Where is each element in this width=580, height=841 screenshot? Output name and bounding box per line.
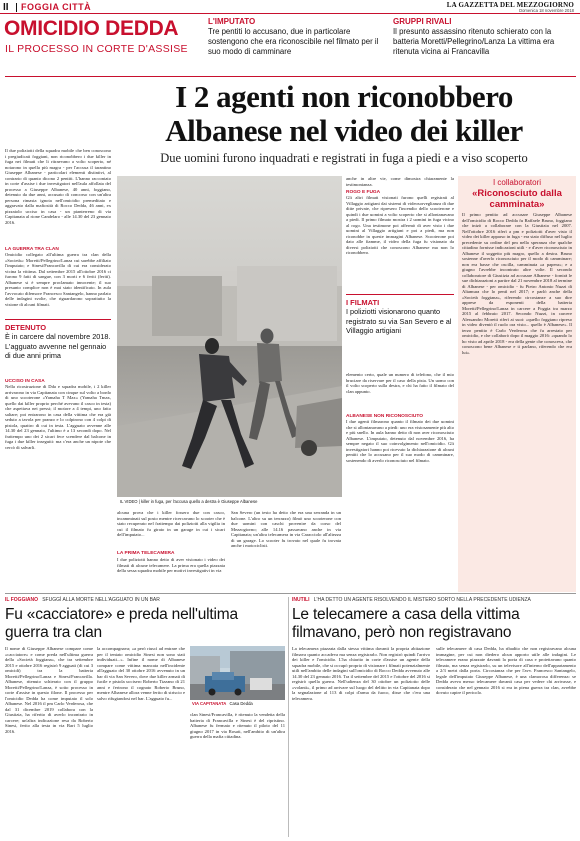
- main-col2-sub1: LA PRIMA TELECAMERA: [117, 551, 175, 556]
- main-col4-sub1: ROGO E FUGA: [346, 190, 381, 195]
- topic-subtitle: IL PROCESSO IN CORTE D'ASSISE: [5, 43, 188, 55]
- main-col1-p2: Omicidio collegato all'ultima guerra tra clan della «Società»: Moretti/Pellegrino/Lanza cui sarebbe affiliato l'imputato; e Sinesi/Francavilla di cui era considerato vicina la vittima. Dal settembre 2015 all'ottobre 2016 ci furono 9 fatti di sangue, con 3 morti e 6 feriti (feriti). Albanese si è sempre proclamato innocente; il suo presunto complice non è mai stato identificato. In aula l'avvocato difensore Francesco Santangelo, hanno parlato delle indagini svolte, che riguardarono soprattutto la visione di alcuni filmati.: [5, 252, 111, 307]
- rivali-box: [393, 17, 578, 75]
- main-col2-p2: I due poliziotti hanno detto di aver visionato i video dei filmati di alcune telecamere. La prima era quella piazzata della sessa squadra mobile per motivi investigativi in via: [117, 557, 225, 573]
- archive-photo-caption: [190, 700, 285, 708]
- sidebar-kicker: I collaboratori: [492, 178, 542, 187]
- imputato-kicker: L'IMPUTATO: [208, 17, 256, 26]
- main-photo-caption: [117, 497, 342, 506]
- main-col4-sub2: ALBANESE NON RICONOSCIUTO: [346, 414, 423, 419]
- main-col4-p2: Gli altri filmati visionati furono quelli registrati al Villaggio artigiani dai sistemi di videosorveglianza di due ditte private, che ripresero l'incendio dello scooterone e quindi i due uomini a volto scoperto che si allontanavano a piedi. Il primo filmato mostra i 2 uomini in fuga vicino al rogo. Una testimone poi affermò di aver visto i due uomini al Villaggio artigiani e poi a piedi, ma non riconobbe in queste immagini Albanese. Scooterone poi dato alle fiamme, il video della fuga fu visionato da diversi poliziotti che conoscono Albanese ma non lo riconobbero.: [346, 195, 454, 255]
- detenuto-box: [5, 319, 111, 375]
- imputato-text: Tre pentiti lo accusano, due in particolare sostengono che era riconoscibile nel filmato per il suo modo di camminare: [208, 27, 379, 56]
- sidebar-box: [458, 176, 576, 592]
- masthead: LA GAZZETTA DEL MEZZOGIORNO: [446, 1, 574, 9]
- archive-kicker-line: [5, 597, 285, 604]
- archive-photo: [190, 646, 285, 708]
- archive-kicker-rest: SFUGGÌ ALLA MORTE NELL'AGGUATO IN UN BAR: [42, 597, 160, 603]
- second-headline: Le telecamere a casa della vittima filmavano, però non registravano: [292, 606, 520, 641]
- main-col1-sub2: UCCISO IN CASA: [5, 379, 45, 384]
- topic-title: OMICIDIO DEDDA: [4, 17, 179, 40]
- rivali-text: Il presunto assassino ritenuto schierato con la batteria Moretti/Pellegrino/Lanza La vittima era ritenuta vicina ai Francavilla: [393, 27, 555, 56]
- street-photo-image: [190, 646, 285, 708]
- detenuto-text: È in carcere dal novembre 2018. L'agguato avvenne nel gennaio di due anni prima: [5, 332, 111, 360]
- filmati-text: I poliziotti visionarono quanto registrato su via San Severo e al Villaggio artigiani: [346, 307, 452, 335]
- main-deck: Due uomini furono inquadrati e registrati in fuga a piedi e a viso scoperto: [160, 151, 528, 165]
- main-col1-p1: Il due poliziotti della squadra mobile che ben conoscono i pregiudicati foggiani, non riconobbero i due killer in fuga nei filmati che li ritraevano a volto scoperto, né notarono in quella più magra - per l'accusa il tarantino Giuseppe Albanese - particolari elementi distintivi, al contrario di quanto dicono 2 pentiti. L'hanno raccontato in corte d'assise i due investigatori nell'aula affollata del processo a Giuseppe Albanese, 40 anni, foggiano, detenuto da due anni, accusato di concorso con un'altra persona rimasta ignota nell'omicidio premeditato e aggravato dalla mafiosità di Rocco Dedda, 46 anni, ex pizzaiolo ucciso in casa - un pianterreno di via Capitanata al rione Candelaro - alle 14.30 del 23 gennaio 2016.: [5, 148, 111, 225]
- filmati-box: [346, 294, 454, 364]
- main-col4-p1: anche in altre vie, come dimostra chiaramente la testimonianza.: [346, 176, 454, 187]
- archive-photo-caption-rest: Casa Dedda: [229, 701, 253, 706]
- archive-col1: Il nome di Giuseppe Albanese compare come «cacciatore» e come preda nell'ultima guerra della «Società foggiana», che tra settembre 2015 e ottobre 2016 registrò 9 agguati (di cui 3 omicidi) tra la batteria Moretti/Pellegrino/Lanza e Sinesi/Francavilla. Albanese, ritenuto schierato con il gruppo Moretti/Pellegrino/Lanza, è sotto processo in corte d'assise in questo filone. Il processo per l'omicidio Dedda ha come imputato il solo Albanese. Nel 2016 il pm Carlo Verderosa, che dal 31 dicembre 2019 collabora con la Giustizia, ha riferito di averlo incontrato in carcere; un'altra indicazione resa da Roberto Sinesi, ferito alla testa in via Bari 5 luglio 2016.: [5, 646, 93, 734]
- main-col2-p1: alcuna prova che i killer fossero due con casco, incamminati sul posto mentre ricercavano lo scooter che è stato recuperato nel frattempo dai poliziotti alla vigilia in cui il filmato fu girato in un garage in cui i sicari dell'imputato...: [117, 510, 225, 537]
- top-divider: [5, 76, 576, 77]
- main-col1-sub1: LA GUERRA TRA CLAN: [5, 247, 59, 252]
- second-kicker-line: [292, 597, 576, 604]
- section-label: FOGGIA CITTÀ: [21, 2, 92, 12]
- second-col1: La telecamera piazzata dalla stessa vittima davanti la propria abitazione filmava quanto accadeva ma senza registrarlo. Non registrò quindi l'arrivo dei killer e l'omicidio. L'ha chiarito in corte d'assise un agente della squadra mobile, che si occupò proprio di visionare i filmati potenzialmente utili nell'ambito delle indagini sull'omicidio di Rocco Dedda avvenuto alle 14.30 del 23 gennaio 2016. Tra il settembre del 2015 e l'ottobre del 2016 si registrò quella guerra. Nell'udienza del 30 ottobre un poliziotto delle «volanti», il primo ad arrivare sul luogo del delitto in via Capitanata dopo la segnalazione al 113 di colpi d'arma da fuoco, disse che c'era una telecamera.: [292, 646, 430, 701]
- date: Domenica 18 novembre 2018: [519, 8, 574, 13]
- main-headline: I 2 agenti non riconobbero Albanese nel video dei killer: [165, 79, 523, 148]
- archive-kicker: IL FOGGIANO: [5, 597, 38, 603]
- header-strip: [0, 0, 580, 14]
- sidebar-title: «Riconosciuto dalla camminata»: [472, 188, 562, 210]
- main-col3-p1: San Severo (un testo ha detto che era una serranda in un balcone. L'altro su un terrazzo) filmò uno scooterone con due uomini con caschi provenire da corso del Mezzogiorno; alle 14.16 passavano anche in via Capitanata; un'altra telecamera in via Caracciolo all'altezza di un garage. Lo scooter fu trovato nel quale fu trovata anche i motociclisti.: [231, 510, 341, 548]
- section-divider: [5, 593, 576, 594]
- rivali-kicker: GRUPPI RIVALI: [393, 17, 452, 26]
- archive-headline: Fu «cacciatore» e preda nell'ultima guerra tra clan: [5, 606, 238, 641]
- archive-col3: clan Sinesi/Francavilla, è ritenuto la vendetta della batteria di Francavilla e Sinesi è del ripristino. Albanese fu fermato e ritenuto il piloto del 11 giugno 2017 in via Rosati, nell'ambito di un'altra guerra della mafia cittadina.: [190, 712, 285, 739]
- main-col4-p3: elemento certo, quale un numero di telefono, che il mio bruciare da riservare per il caso della pista. Un uomo con il volto scoperto sulla destra, e chi ha fatto il filmato del clan appunto.: [346, 372, 454, 394]
- archive-photo-caption-kicker: VIA CAPITANATA: [192, 701, 227, 706]
- main-col4: [346, 176, 454, 592]
- header-divider: [16, 3, 17, 12]
- bottom-vertical-divider: [288, 597, 289, 837]
- main-photo: [117, 176, 342, 506]
- main-col1-p3: Nella ricostruzione di Dda e squadra mobile, i 2 killer arrivarono in via Capitanata con cinque sul volto a bordo di uno scooterone «Yamaha T Max» (Yamaha Tmax, quello dai killer proprio perché avevano il casco in testa) che aspettava nei pressi; il motore a 4 tempi, uno fatto saltare; poi entrarono in casa della vittima che era già seduto a tavola per pranzo e lo colpirono con 4 colpi di pistola, quattro di cui in testa. L'agguato avvenne alle 14.30 del 23 gennaio, l'ultimo è a 13 secondi dopo. Nel frattempo uno dei 2 sicari fece scendere dal balcone in fuga i due killer inseguiti: ma c'era anche un nipote che cercò di salvarli.: [5, 384, 111, 450]
- main-col1: [5, 148, 111, 563]
- archive-col2: la accompagnava; «a però riuscì ad entrare che per il tentato omicidio Sinesi non sono stati individuati...». Infine il nome di Albanese compare come vittima mancata nell'incidente all'agguato del 30 ottobre 2016 avvenuto in un bar di via San Severo, dove due killer armati di fucile e pistola uccisero Roberto Tizzano di 21 anni e ferirono il cognato Roberto Bruno, mentre Albanese allora venne ferito di striscio e salvo rifugiandosi nel bar. L'agguato fu...: [97, 646, 185, 701]
- second-kicker-rest: L'HA DETTO UN AGENTE RISOLVENDO IL MISTERO SORTO NELLA PRECEDENTE UDIENZA: [313, 597, 531, 603]
- imputato-box: [208, 17, 388, 75]
- second-kicker: INUTILI: [292, 597, 310, 603]
- page-number: II: [3, 2, 9, 13]
- cctv-image: [117, 176, 342, 506]
- filmati-kicker: I FILMATI: [346, 298, 380, 307]
- main-photo-caption-text: IL VIDEO | killer in fuga, per l'accusa quello a destra è Giuseppe Albanese: [120, 499, 258, 504]
- main-col4-p4: I due agenti filmarono quanto il filmato dei due uomini che si allontanavano a piedi: uno era vistosamente più alto e più snello. In aula hanno detto di non aver riconosciuto Albanese. L'imputato, detenuto dal novembre 2016, ha sempre negato il suo coinvolgimento nell'omicidio. Gli investigatori hanno poi ricevuto la dichiarazione di alcuni pentiti che lo accusano per il suo modo di camminare, sostenendo di averlo riconosciuto nel filmato.: [346, 419, 454, 463]
- second-col2: sulle telecamere di casa Dedda, ha ribadito che non registravano alcuna immagine, per cui non diedero alcun apporto utile alle indagini. Le telecamere erano piazzate davanti la porta di casa e proiettavano quanto filmato, ma senza registrarlo, su un televisore all'interno dell'appartamento a 2/3 metri dalla porta. Circostanza che per l'avv. Francesco Santangelo, legale dell'imputato Giuseppe Albanese, è una clamorosa differenza: se Dedda aveva messo telecamere davanti casa per vedere chi arrivasse, e considerato che nel gennaio 2016 si era in piena guerra tra clan, avrebbe dovuto capire il pericolo.: [436, 646, 576, 695]
- sidebar-text: Il primo pentito ad accusare Giuseppe Albanese dell'omicidio di Rocco Dedda fu Raffaele Bruno, foggiano che inizò a collaborare con la Giustizia nel 2007. Nell'ottobre 2016 riferì a pm e poliziotti d'aver visto il video dei killer apparso in fuga - era stato diffuso nel luglio precedente su ordine del pm nella speranza che qualche cittadino fornisse indicazioni utili - e d'aver riconosciuto in Albanese il soggetto più magro, quello a destra. Bruno sostenne d'averlo riconosciuto per il modo di camminare; non era basse che oscilla, camminata «a papera»; e a giugno l'avrebbe incontrato altre volte. Il secondo collaboratore di Giustizia ad accusare Albanese - fornirà le sue dichiarazioni a partire dal 21 novembre 2018 al termine di Albanese - per omicidio - fu Pietro Antonio Nuzzi di Altamura che lo pentì nel 2017; e parlò anche della «Società foggiana», riferendo circostanze a suo dire apprese da esponenti della batteria Moretti/Pellegrino/Lanza in carcere a Foggia tra marzo 2015 al febbraio 2017. Secondo Nuzzi, in carcere Alessandro Moretti riferì ai suoi: «quello foggiano ripreso in video diventò il ruolo ora visto... quello è Albanese». Il terzo pentito è Carlo Verderosa che fu arrestato per omicidio, e che collaborò dopo il maggio 2016: «quando lo ho visto ad aprile 2018 - era della gente che conosceva, che conoscono bene Albanese e ti parlano, riferendo che era lui».: [462, 212, 572, 355]
- detenuto-kicker: DETENUTO: [5, 323, 47, 332]
